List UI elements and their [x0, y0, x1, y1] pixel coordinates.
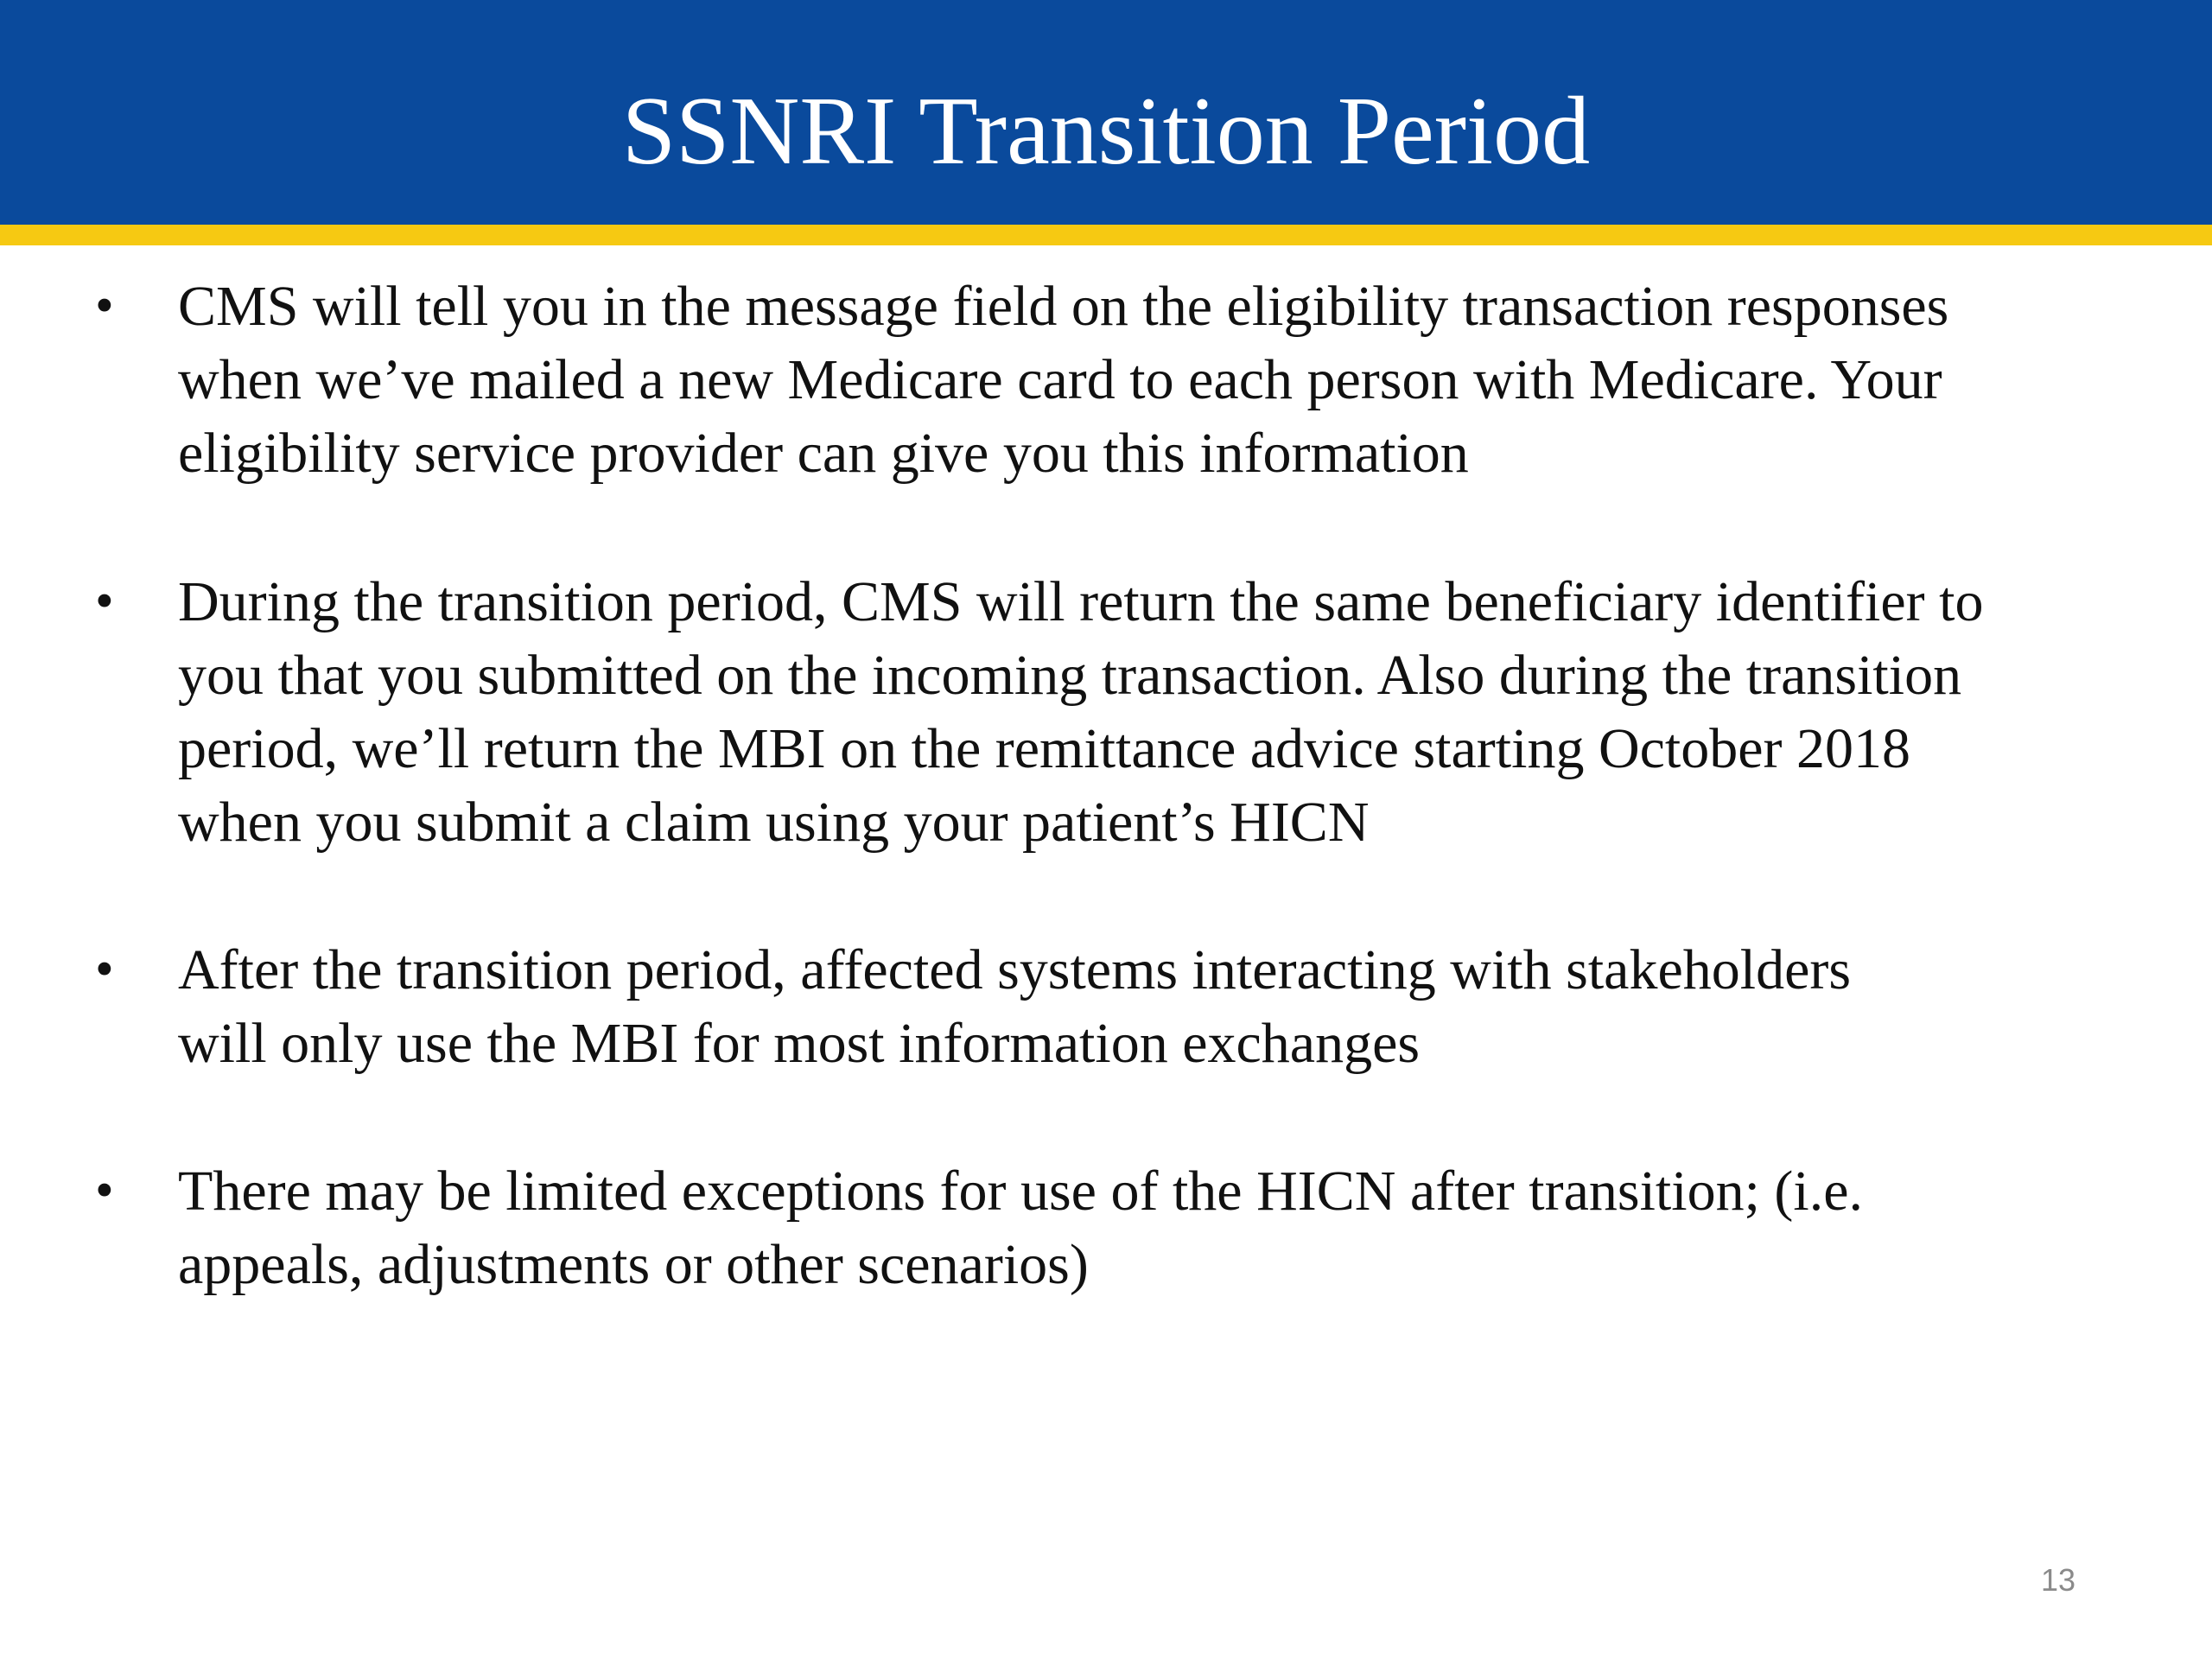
slide-title: SSNRI Transition Period	[621, 78, 1591, 185]
bullet-marker: •	[95, 1161, 114, 1220]
bullet-text	[178, 1154, 2165, 1301]
bullet-text	[178, 933, 2165, 1080]
bullet-text	[178, 270, 2165, 490]
page-number: 13	[2041, 1562, 2076, 1598]
bullet-text	[178, 565, 2165, 859]
bullet-line: eligibility service provider can give you this information	[178, 422, 1469, 485]
bullet-line: when you submit a claim using your patient’s HICN	[178, 791, 1370, 854]
bullet-line: when we’ve mailed a new Medicare card to each person with Medicare. Your	[178, 348, 1942, 411]
title-bar-accent-stripe	[0, 225, 2212, 245]
bullet-marker: •	[95, 572, 114, 631]
bullet-marker: •	[95, 940, 114, 999]
bullet-line: period, we’ll return the MBI on the remittance advice starting October 2018	[178, 717, 1911, 780]
bullet-line: appeals, adjustments or other scenarios)	[178, 1233, 1089, 1296]
bullet-marker: •	[95, 276, 114, 335]
bullet-line: will only use the MBI for most information exchanges	[178, 1012, 1421, 1075]
bullet-line: After the transition period, affected systems interacting with stakeholders	[178, 938, 1852, 1001]
bullet-line: During the transition period, CMS will return the same beneficiary identifier to	[178, 570, 1984, 633]
bullet-line: There may be limited exceptions for use of the HICN after transition; (i.e.	[178, 1160, 1864, 1223]
bullet-line: you that you submitted on the incoming transaction. Also during the transition	[178, 644, 1962, 707]
bullet-line: CMS will tell you in the message field on the eligibility transaction responses	[178, 275, 1949, 338]
